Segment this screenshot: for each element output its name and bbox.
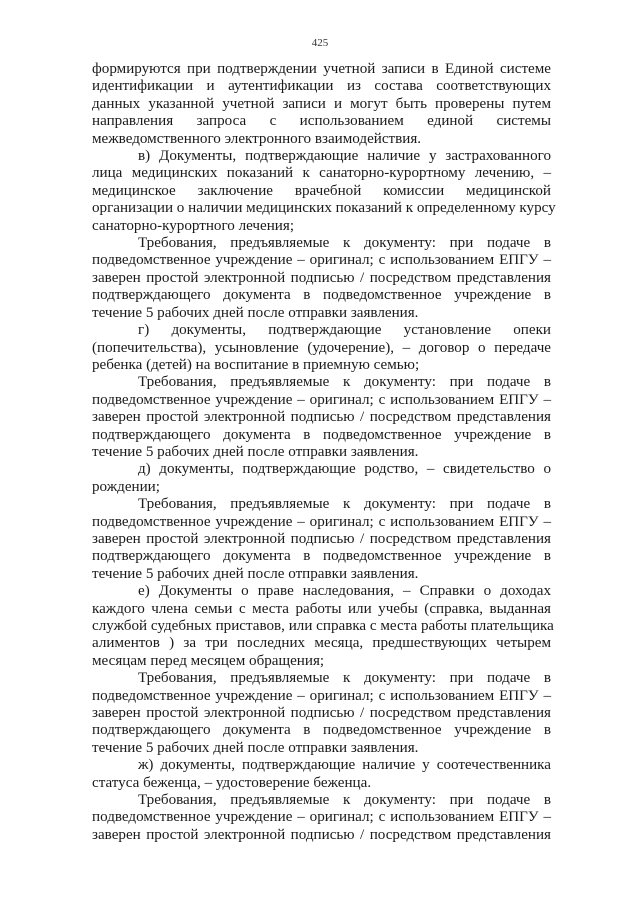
text-line: течение 5 рабочих дней после отправки заявления. [92,304,419,321]
text-line: Требования, предъявляемые к документу: при подаче в [138,235,551,252]
text-line: рождении; [92,478,160,495]
text-line: течение 5 рабочих дней после отправки заявления. [92,443,419,460]
text-line: организации о наличии медицинских показаний к определенному курсу [92,200,556,217]
text-line: подведомственное учреждение – оригинал; с использованием ЕПГУ – [92,687,551,704]
text-line: подтверждающего документа в подведомственное учреждение в [92,287,551,304]
paragraph-p0 [92,61,551,148]
text-line: службой судебных приставов, или справка с места работы плательщика [92,618,554,634]
text-line: месяцам перед месяцем обращения; [92,652,325,669]
text-line: в) Документы, подтверждающие наличие у застрахованного [138,148,551,165]
text-line: Требования, предъявляемые к документу: при подаче в [138,496,551,513]
paragraph-p5 [92,461,551,496]
text-line: Требования, предъявляемые к документу: при подаче в [138,792,551,809]
text-line: заверен простой электронной подписью / посредством представления [92,826,551,843]
text-line: подведомственное учреждение – оригинал; с использованием ЕПГУ – [92,391,551,408]
paragraph-p7 [92,583,554,670]
text-line: направления запроса с использованием единой системы [92,113,551,130]
text-line: подведомственное учреждение – оригинал; с использованием ЕПГУ – [92,513,551,530]
text-line: лица медицинских показаний к санаторно-курортному лечению, – [92,165,551,182]
text-line: алиментов ) за три последних месяца, предшествующих четырем [92,635,551,652]
paragraph-p9 [92,757,551,792]
text-line: е) Документы о праве наследования, – Справки о доходах [138,583,551,600]
paragraph-p6 [92,496,551,583]
text-line: данных указанной учетной записи и могут быть проверены путем [92,95,551,112]
paragraph-p10 [92,792,551,844]
text-line: Требования, предъявляемые к документу: при подаче в [138,374,551,391]
document-body [92,61,556,844]
text-line: подведомственное учреждение – оригинал; с использованием ЕПГУ – [92,809,551,826]
paragraph-p3 [92,322,551,374]
text-line: (попечительства), усыновление (удочерение), – договор о передаче [92,339,551,356]
text-line: идентификации и аутентификации из состава соответствующих [92,78,551,95]
paragraph-p2 [92,235,551,322]
paragraph-p4 [92,374,551,461]
text-line: заверен простой электронной подписью / посредством представления [92,409,551,426]
text-line: подтверждающего документа в подведомственное учреждение в [92,548,551,565]
text-line: течение 5 рабочих дней после отправки заявления. [92,565,419,582]
text-line: заверен простой электронной подписью / посредством представления [92,530,551,547]
text-line: д) документы, подтверждающие родство, – свидетельство о [138,461,551,478]
text-line: каждого члена семьи с места работы или учебы (справка, выданная [92,600,551,617]
text-line: ж) документы, подтверждающие наличие у соотечественника [138,757,551,774]
text-line: течение 5 рабочих дней после отправки заявления. [92,739,419,756]
page-number: 425 [311,37,329,49]
paragraph-p1 [92,148,556,235]
text-line: подтверждающего документа в подведомственное учреждение в [92,426,551,443]
text-line: санаторно-курортного лечения; [92,217,295,234]
text-line: статуса беженца, – удостоверение беженца. [92,774,372,791]
text-line: Требования, предъявляемые к документу: при подаче в [138,670,551,687]
paragraph-p8 [92,670,551,757]
text-line: медицинское заключение врачебной комиссии медицинской [92,182,551,199]
text-line: г) документы, подтверждающие установление опеки [138,322,551,339]
text-line: заверен простой электронной подписью / посредством представления [92,269,551,286]
text-line: формируются при подтверждении учетной записи в Единой системе [92,61,551,77]
text-line: заверен простой электронной подписью / посредством представления [92,705,551,722]
text-line: подтверждающего документа в подведомственное учреждение в [92,722,551,739]
text-line: межведомственного электронного взаимодействия. [92,130,422,147]
text-line: ребенка (детей) на воспитание в приемную семью; [92,356,420,373]
text-line: подведомственное учреждение – оригинал; с использованием ЕПГУ – [92,252,551,269]
